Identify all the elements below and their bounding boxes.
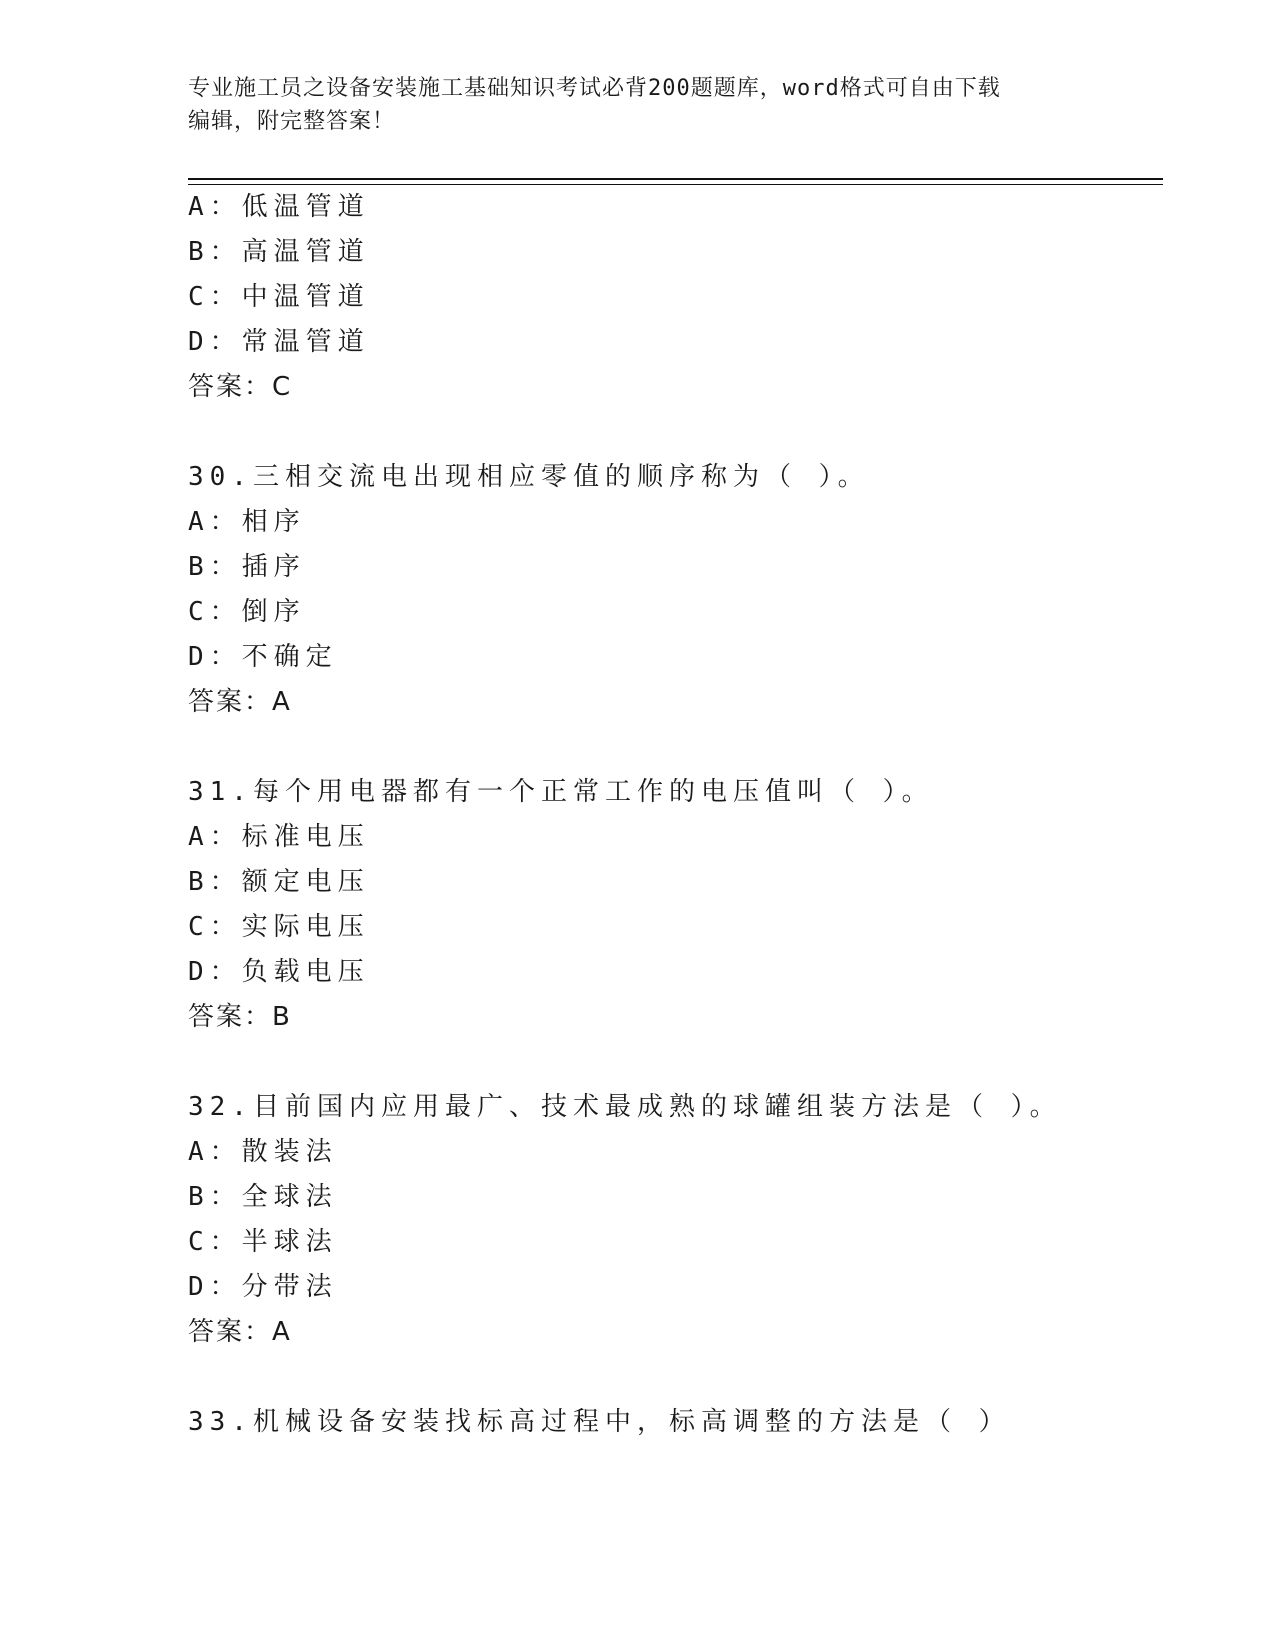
q29-option-a: A：低温管道	[188, 192, 370, 222]
q30-option-d: D：不确定	[188, 642, 338, 672]
q32-option-b: B：全球法	[188, 1182, 338, 1212]
header-line-2: 编辑，附完整答案！	[188, 109, 396, 134]
q31-question: 31.每个用电器都有一个正常工作的电压值叫（ ）。	[188, 777, 934, 807]
q29-answer: 答案：C	[188, 372, 293, 402]
q29-option-d: D：常温管道	[188, 327, 370, 357]
q31-option-d: D：负载电压	[188, 957, 370, 987]
q30-option-a: A：相序	[188, 507, 306, 537]
q32-option-c: C：半球法	[188, 1227, 338, 1257]
q32-question: 32.目前国内应用最广、技术最成熟的球罐组装方法是（ ）。	[188, 1092, 1062, 1122]
header-rule-thick	[188, 178, 1163, 180]
q32-answer: 答案：A	[188, 1317, 292, 1347]
q31-option-b: B：额定电压	[188, 867, 370, 897]
q33-question: 33.机械设备安装找标高过程中，标高调整的方法是（ ）	[188, 1407, 1011, 1437]
header-rule-thin	[188, 184, 1163, 185]
header-line-1: 专业施工员之设备安装施工基础知识考试必背200题题库，word格式可自由下载	[188, 76, 1001, 101]
q30-option-c: C：倒序	[188, 597, 306, 627]
q31-option-c: C：实际电压	[188, 912, 370, 942]
q31-option-a: A：标准电压	[188, 822, 370, 852]
q29-option-c: C：中温管道	[188, 282, 370, 312]
q30-answer: 答案：A	[188, 687, 292, 717]
q29-option-b: B：高温管道	[188, 237, 370, 267]
q30-question: 30.三相交流电出现相应零值的顺序称为（ ）。	[188, 462, 870, 492]
q31-answer: 答案：B	[188, 1002, 292, 1032]
document-header	[188, 72, 1088, 138]
q32-option-a: A：散装法	[188, 1137, 338, 1167]
q32-option-d: D：分带法	[188, 1272, 338, 1302]
q30-option-b: B：插序	[188, 552, 306, 582]
